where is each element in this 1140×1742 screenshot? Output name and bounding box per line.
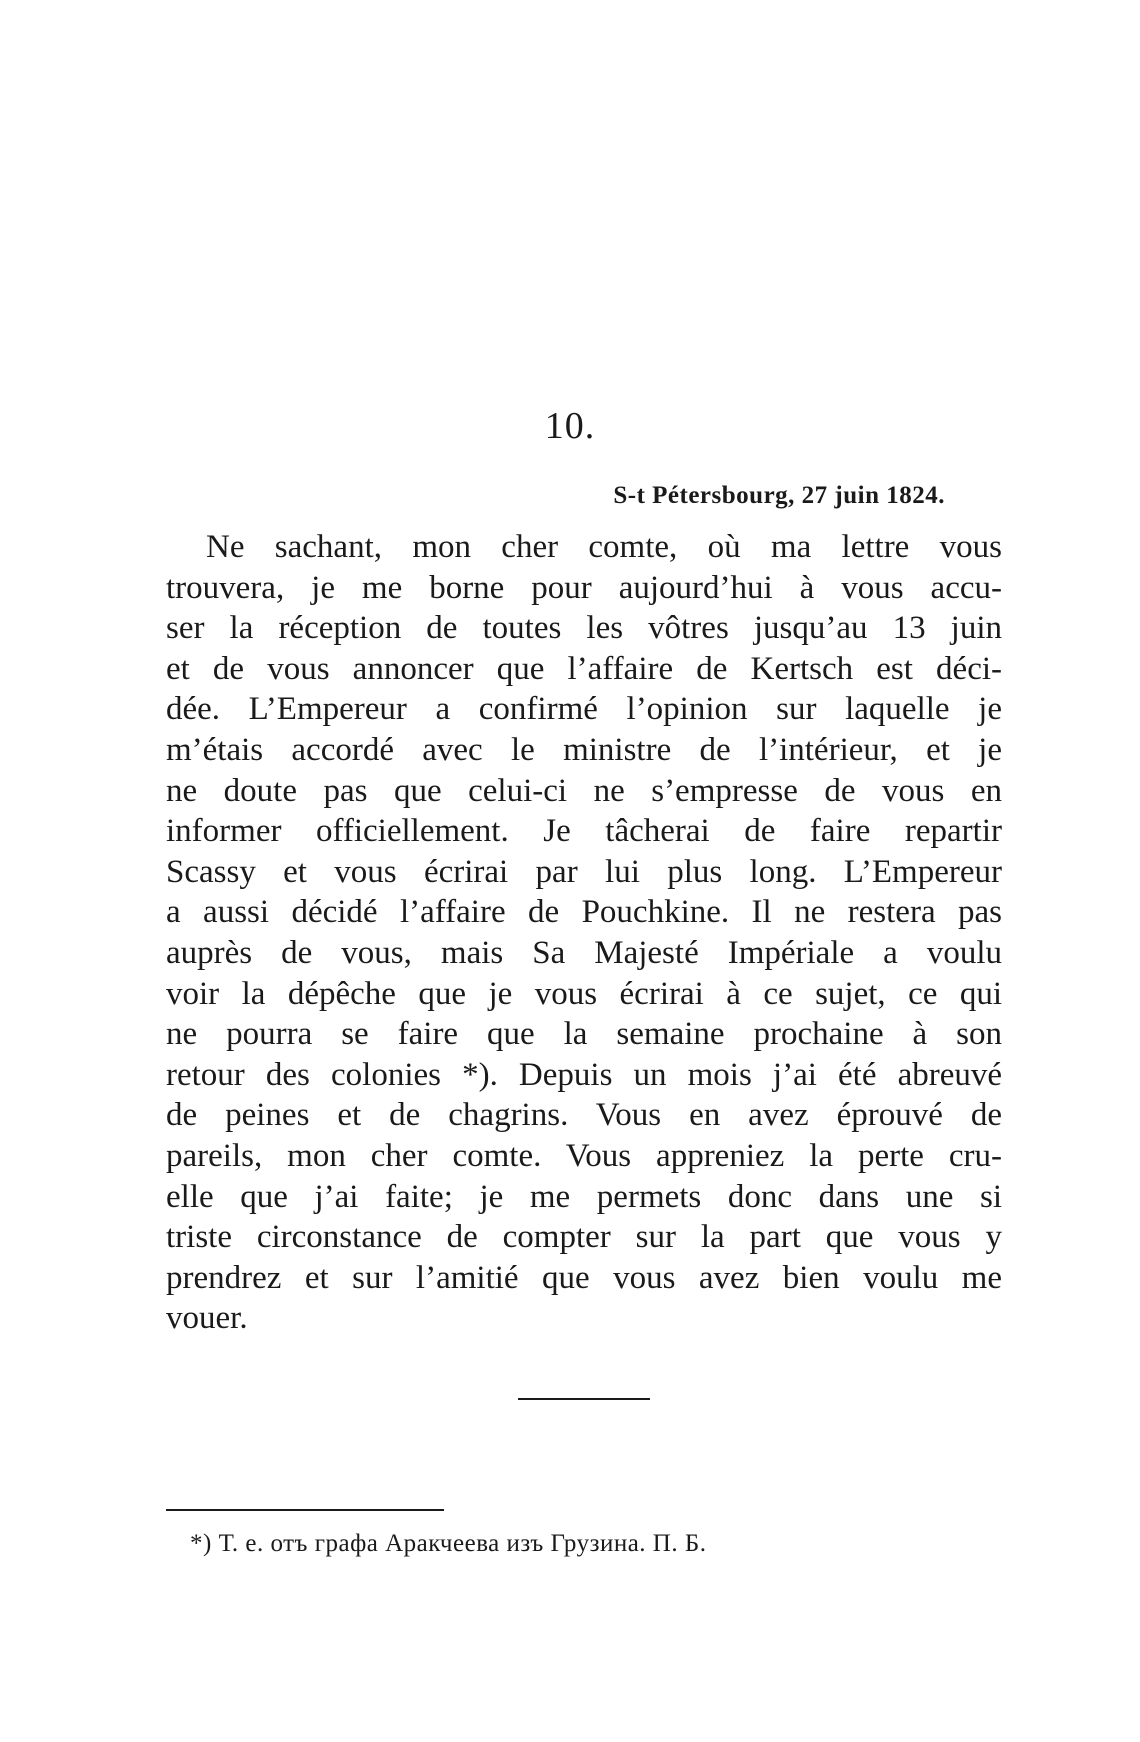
body-line: voir la dépêche que je vous écrirai à ce sujet, ce qui [166, 975, 1002, 1012]
body-line: retour des colonies *). Depuis un mois j’ai été abreuvé [166, 1056, 1002, 1093]
body-line: Ne sachant, mon cher comte, où ma lettre vous [206, 529, 1002, 565]
footnote: *) Т. е. отъ графа Аракчеева изъ Грузина. П. Б. [190, 1530, 707, 1557]
body-line: ser la réception de toutes les vôtres jusqu’au 13 juin [166, 610, 1002, 647]
body-line: ne doute pas que celui-ci ne s’empresse de vous en [166, 772, 1002, 809]
body-line: elle que j’ai faite; je me permets donc dans une si [166, 1178, 1002, 1215]
dateline: S-t Pétersbourg, 27 juin 1824. [613, 482, 945, 509]
body-line: pareils, mon cher comte. Vous appreniez la perte cru- [166, 1137, 1002, 1174]
body-line: auprès de vous, mais Sa Majesté Impériale a voulu [166, 934, 1002, 971]
body-line: triste circonstance de compter sur la part que vous y [166, 1219, 1002, 1256]
body-line: a aussi décidé l’affaire de Pouchkine. Il ne restera pas [166, 894, 1002, 931]
body-line: Scassy et vous écrirai par lui plus long. L’Empereur [166, 853, 1002, 890]
letter-body [166, 527, 1002, 1339]
body-line: trouvera, je me borne pour aujourd’hui à vous accu- [166, 569, 1002, 606]
body-line: prendrez et sur l’amitié que vous avez bien voulu me [166, 1259, 1002, 1296]
body-line: vouer. [166, 1300, 248, 1337]
body-line: de peines et de chagrins. Vous en avez éprouvé de [166, 1097, 1002, 1134]
body-line: dée. L’Empereur a confirmé l’opinion sur laquelle je [166, 691, 1002, 728]
body-line: et de vous annoncer que l’affaire de Kertsch est déci- [166, 650, 1002, 687]
footnote-rule [166, 1509, 444, 1511]
section-end-rule [518, 1398, 650, 1400]
body-line: informer officiellement. Je tâcherai de faire repartir [166, 813, 1002, 850]
letter-number: 10. [544, 405, 596, 447]
body-line: m’étais accordé avec le ministre de l’intérieur, et je [166, 731, 1002, 768]
body-line: ne pourra se faire que la semaine prochaine à son [166, 1016, 1002, 1053]
